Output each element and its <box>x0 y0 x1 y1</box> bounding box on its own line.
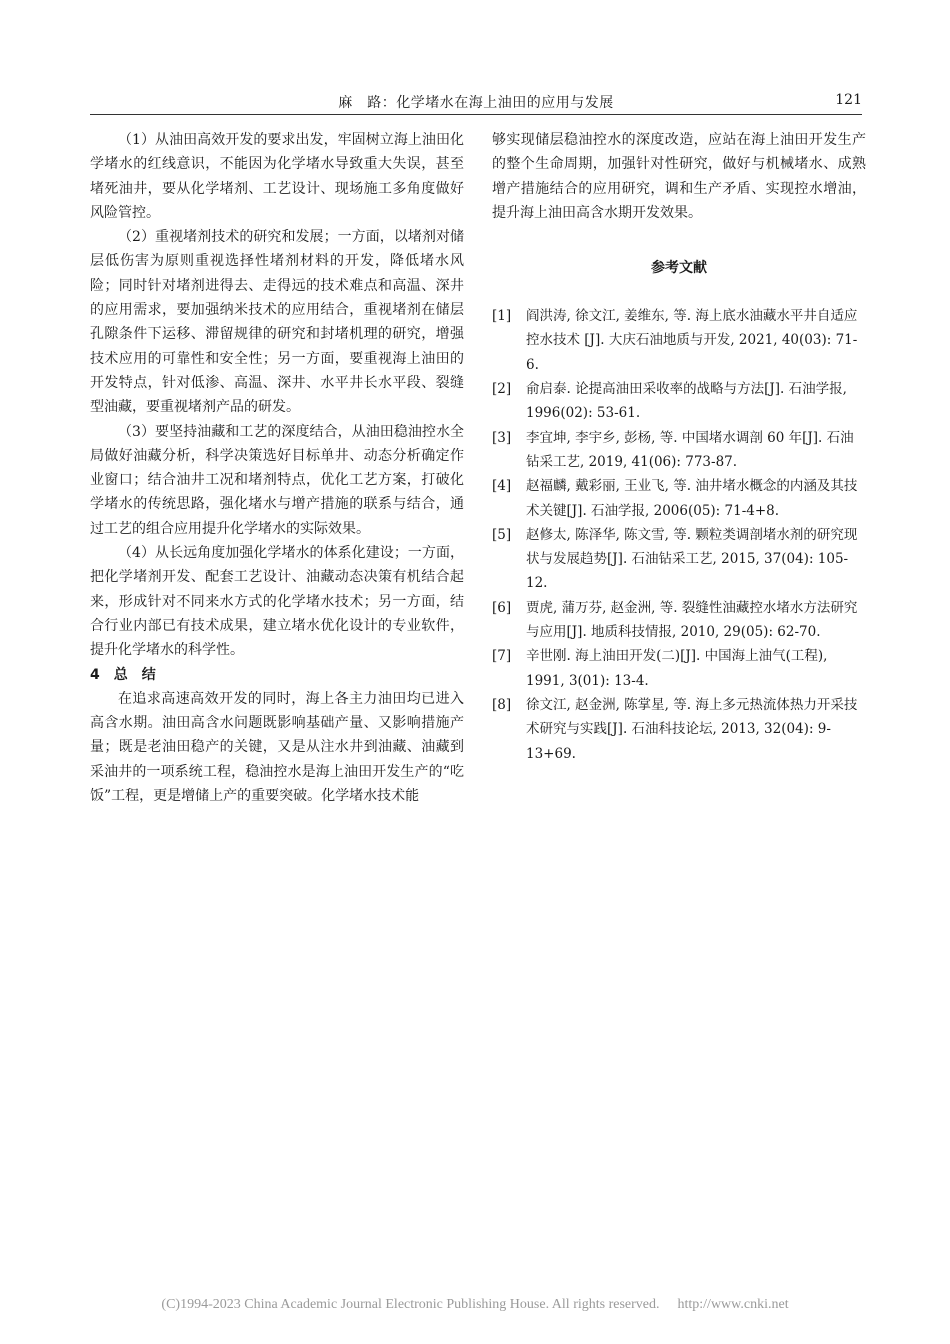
conclusion-continuation: 够实现储层稳油控水的深度改造，应站在海上油田开发生产的整个生命周期，加强针对性研究，做好与机械堵水、成熟增产措施结合的应用研究，调和生产矛盾、实现控水增油，提升海上油田高含水期开发效果。 <box>492 132 866 221</box>
reference-item <box>492 596 866 645</box>
reference-text: 阎洪涛, 徐文江, 姜维东, 等. 海上底水油藏水平井自适应控水技术 [J]. 大庆石油地质与开发, 2021, 40(03): 71-6. <box>526 308 858 373</box>
reference-text: 赵修太, 陈泽华, 陈文雪, 等. 颗粒类调剖堵水剂的研究现状与发展趋势[J]. 石油钻采工艺, 2015, 37(04): 105-12. <box>526 526 858 592</box>
reference-number: [1] <box>492 308 512 325</box>
page-number: 121 <box>835 92 862 108</box>
reference-text: 赵福麟, 戴彩丽, 王业飞, 等. 油井堵水概念的内涵及其技术关键[J]. 石油学报, 2006(05): 71-4+8. <box>526 478 858 519</box>
body-paragraph-3: （3）要坚持油藏和工艺的深度结合，从油田稳油控水全局做好油藏分析，科学决策选好目标单井、动态分析确定作业窗口；结合油井工况和堵剂特点，优化工艺方案，打破化学堵水的传统思路，强化堵水与增产措施的联系与结合，通过工艺的组合应用提升化学堵水的实际效果。 <box>90 423 464 537</box>
reference-number: [4] <box>492 478 512 495</box>
reference-number: [2] <box>492 381 512 398</box>
reference-text: 俞启泰. 论提高油田采收率的战略与方法[J]. 石油学报, 1996(02): 53-61. <box>526 381 847 422</box>
references-heading: 参考文献 <box>651 260 707 277</box>
reference-text: 辛世刚. 海上油田开发(二)[J]. 中国海上油气(工程), 1991, 3(01): 13-4. <box>526 648 828 689</box>
right-column <box>492 128 866 766</box>
reference-item <box>492 644 866 693</box>
reference-item <box>492 523 866 596</box>
copyright-text: (C)1994-2023 China Academic Journal Electronic Publishing House. All rights reserved. <box>161 1297 660 1312</box>
reference-item <box>492 474 866 523</box>
conclusion-paragraph: 在追求高速高效开发的同时，海上各主力油田均已进入高含水期。油田高含水问题既影响基础产量、又影响措施产量；既是老油田稳产的关键，又是从注水井到油藏、油藏到采油井的一项系统工程，稳油控水是海上油田开发生产的“吃饭”工程，更是增储上产的重要突破。化学堵水技术能 <box>90 690 464 805</box>
reference-text: 徐文江, 赵金洲, 陈掌星, 等. 海上多元热流体热力开采技术研究与实践[J]. 石油科技论坛, 2013, 32(04): 9-13+69. <box>526 696 858 762</box>
reference-text: 贾虎, 蒲万芬, 赵金洲, 等. 裂缝性油藏控水堵水方法研究与应用[J]. 地质科技情报, 2010, 29(05): 62-70. <box>526 599 858 641</box>
running-title: 麻 路：化学堵水在海上油田的应用与发展 <box>338 95 614 111</box>
reference-item <box>492 377 866 426</box>
footer-url-link[interactable]: http://www.cnki.net <box>677 1297 789 1312</box>
body-paragraph-4: （4）从长远角度加强化学堵水的体系化建设；一方面，把化学堵剂开发、配套工艺设计、油藏动态决策有机结合起来，形成针对不同来水方式的化学堵水技术；另一方面，结合行业内部已有技术成果，建立堵水优化设计的专业软件，提升化学堵水的科学性。 <box>90 545 464 659</box>
body-paragraph-2: （2）重视堵剂技术的研究和发展；一方面，以堵剂对储层低伤害为原则重视选择性堵剂材料的开发，降低堵水风险；同时针对堵剂进得去、走得远的技术难点和高温、深井的应用需求，要加强纳米技术的应用结合，重视堵剂在储层孔隙条件下运移、滞留规律的研究和封堵机理的研究，增强技术应用的可靠性和安全性；另一方面，要重视海上油田的开发特点，针对低渗、高温、深井、水平井长水平段、裂缝型油藏，要重视堵剂产品的研发。 <box>90 229 464 416</box>
reference-number: [5] <box>492 526 512 543</box>
section-heading-conclusion: 4 总 结 <box>90 666 156 683</box>
reference-item <box>492 304 866 377</box>
copyright-footer <box>0 1297 950 1313</box>
running-header <box>90 90 862 115</box>
reference-number: [7] <box>492 648 512 665</box>
reference-number: [6] <box>492 599 512 616</box>
reference-item <box>492 426 866 475</box>
reference-item <box>492 693 866 766</box>
reference-number: [8] <box>492 696 512 713</box>
body-paragraph-1: （1）从油田高效开发的要求出发，牢固树立海上油田化学堵水的红线意识，不能因为化学堵水导致重大失误，甚至堵死油井，要从化学堵剂、工艺设计、现场施工多角度做好风险管控。 <box>90 132 464 221</box>
reference-number: [3] <box>492 429 512 446</box>
reference-text: 李宜坤, 李宇乡, 彭杨, 等. 中国堵水调剖 60 年[J]. 石油钻采工艺, 2019, 41(06): 773-87. <box>526 429 854 470</box>
left-column <box>90 128 464 808</box>
reference-list <box>492 304 866 766</box>
